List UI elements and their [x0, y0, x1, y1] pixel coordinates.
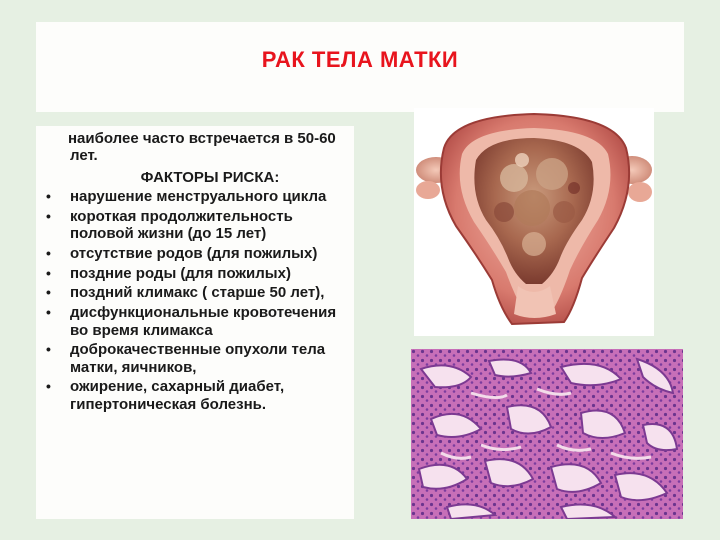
bullet-icon: •	[46, 244, 51, 261]
list-item-text: короткая продолжительность половой жизни (до 15 лет)	[70, 207, 293, 243]
list-item-text: доброкачественные опухоли тела матки, яичников,	[70, 341, 326, 376]
list-item	[36, 265, 354, 282]
list-item-text: отсутствие родов (для пожилых)	[70, 244, 318, 262]
bullet-icon: •	[46, 207, 51, 224]
list-item	[36, 341, 354, 376]
histology-image	[411, 349, 683, 519]
list-item-text: дисфункциональные кровотечения во время климакса	[70, 304, 337, 339]
list-item	[36, 188, 354, 205]
list-item-text: ожирение, сахарный диабет, гипертоническая болезнь.	[70, 378, 285, 413]
bullet-icon: •	[46, 378, 51, 395]
intro-text: наиболее часто встречается в 50-60 лет.	[68, 130, 336, 164]
list-item	[36, 284, 354, 301]
bullet-icon: •	[46, 304, 51, 321]
list-item-text: нарушение менструального цикла	[70, 188, 327, 205]
risk-factors-list	[36, 188, 354, 416]
list-item	[36, 378, 354, 413]
list-item	[36, 208, 354, 243]
bullet-icon: •	[46, 284, 51, 301]
list-item-text: поздний климакс ( старше 50 лет),	[70, 284, 325, 302]
text-panel	[36, 126, 354, 519]
bullet-icon: •	[46, 264, 51, 281]
list-item	[36, 304, 354, 339]
slide-title: РАК ТЕЛА МАТКИ	[261, 47, 459, 72]
bullet-icon: •	[46, 341, 51, 358]
list-item	[36, 245, 354, 262]
risk-factors-heading: ФАКТОРЫ РИСКА:	[140, 169, 280, 186]
bullet-icon: •	[46, 188, 51, 204]
uterus-specimen-image	[414, 108, 654, 336]
list-item-text: поздние роды (для пожилых)	[70, 264, 291, 282]
title-panel	[36, 22, 684, 112]
